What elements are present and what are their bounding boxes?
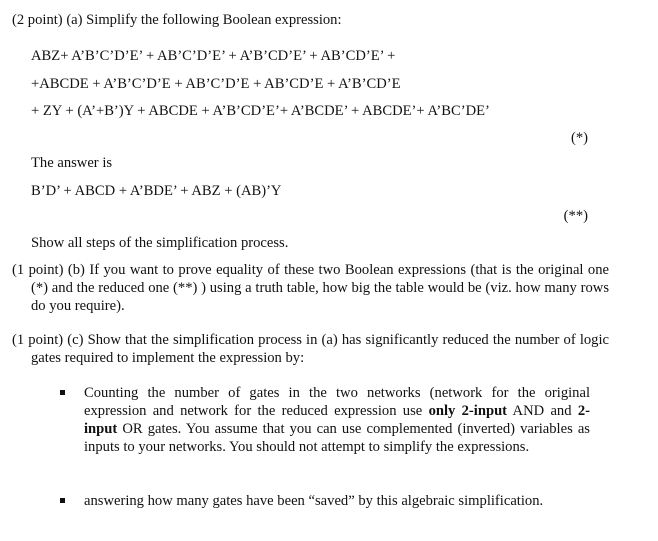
part-c-question: (1 point) (c) Show that the simplification process in (a) has significantly reduced the number of logic gates required to implement the expression by: [12,332,609,366]
square-bullet-icon [60,498,65,503]
expression-line-1: ABZ+ A’B’C’D’E’ + AB’C’D’E’ + A’B’CD’E’ + AB’CD’E’ + [31,48,396,64]
bullet-text-count-gates: Counting the number of gates in the two networks (network for the original expression and network for the reduced expression use only 2-input AND and 2-input OR gates. You assume that you can use complemented (inverted) variables as inputs to your networks. You should not attempt to simplify the expressions. [84,385,590,455]
expression-line-2: +ABCDE + A’B’C’D’E + AB’C’D’E + AB’CD’E + A’B’CD’E [31,76,401,92]
bullet-text-gates-saved: answering how many gates have been “saved” by this algebraic simplification. [84,493,544,509]
square-bullet-icon [60,390,65,395]
original-expression-marker: (*) [570,130,588,146]
part-a-heading: (2 point) (a) Simplify the following Boolean expression: [12,12,342,28]
bullet-item-count-gates [60,384,590,476]
reduced-expression-marker: (**) [563,208,588,224]
expression-line-3: + ZY + (A’+B’)Y + ABCDE + A’B’CD’E’+ A’BCDE’ + ABCDE’+ A’BC’DE’ [31,103,490,119]
bullet-item-gates-saved [60,492,590,512]
answer-expression: B’D’ + ABCD + A’BDE’ + ABZ + (AB)’Y [31,183,282,199]
answer-label: The answer is [31,155,113,171]
steps-instruction: Show all steps of the simplification process. [31,235,289,251]
part-b-question: (1 point) (b) If you want to prove equality of these two Boolean expressions (that is the original one (*) and the reduced one (**) ) using a truth table, how big the table would be (viz. how many rows do you require). [12,262,609,314]
